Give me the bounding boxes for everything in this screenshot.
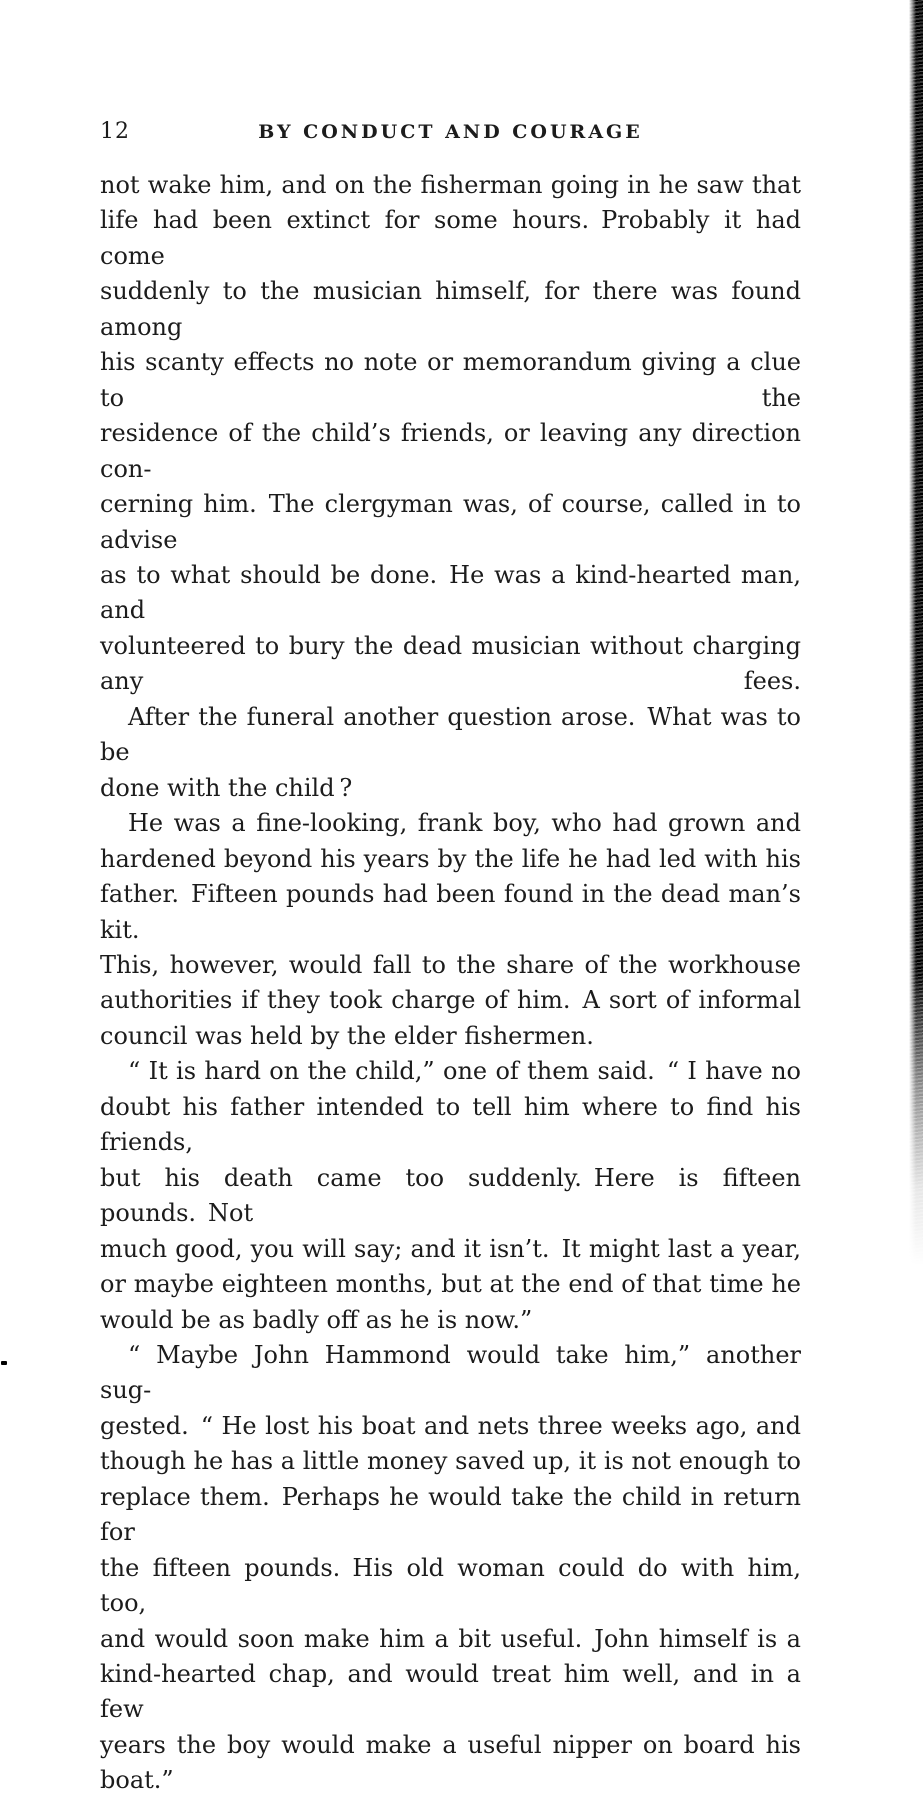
text-line: but his death came too suddenly. Here is fifteen pounds. Not <box>100 1163 801 1228</box>
body-lines <box>100 168 801 1799</box>
text-line: “ It is hard on the child,” one of them said. “ I have no <box>128 1057 801 1086</box>
text-line: his scanty effects no note or memorandum giving a clue to the <box>100 348 801 412</box>
text-line: residence of the child’s friends, or leaving any direction con- <box>100 419 801 483</box>
text-line: though he has a little money saved up, it is not enough to <box>100 1447 801 1476</box>
text-line: volunteered to bury the dead musician without charging any fees. <box>100 631 801 696</box>
text-line: authorities if they took charge of him. A sort of informal <box>100 986 801 1015</box>
text-line: council was held by the elder fishermen. <box>100 1021 594 1050</box>
text-line: gested. “ He lost his boat and nets three weeks ago, and <box>100 1411 801 1440</box>
page-header <box>100 116 801 148</box>
text-line: not wake him, and on the fisherman going in he saw that <box>100 171 801 199</box>
text-line: life had been extinct for some hours. Probably it had come <box>100 206 801 270</box>
text-line: He was a fine-looking, frank boy, who had grown and <box>128 809 801 838</box>
text-line: After the funeral another question arose. What was to be <box>100 702 801 767</box>
running-title: BY CONDUCT AND COURAGE <box>258 121 643 143</box>
text-line: would be as badly off as he is now.” <box>100 1305 533 1334</box>
page-number: 12 <box>100 119 130 144</box>
text-line: done with the child ? <box>100 773 353 802</box>
text-line: father. Fifteen pounds had been found in the dead man’s kit. <box>100 880 801 944</box>
text-line: hardened beyond his years by the life he had led with his <box>100 844 801 873</box>
text-line: much good, you will say; and it isn’t. It might last a year, <box>100 1234 801 1263</box>
text-line: as to what should be done. He was a kind-hearted man, and <box>100 560 801 625</box>
text-line: replace them. Perhaps he would take the child in return for <box>100 1482 801 1547</box>
text-line: cerning him. The clergyman was, of course, called in to advise <box>100 490 801 554</box>
text-line: This, however, would fall to the share of the workhouse <box>100 950 801 979</box>
page-edge-shadow <box>909 0 923 1278</box>
text-line: “ Maybe John Hammond would take him,” another sug- <box>100 1340 801 1405</box>
text-line: years the boy would make a useful nipper on board his boat.” <box>100 1730 801 1795</box>
text-line: the fifteen pounds. His old woman could do with him, too, <box>100 1553 801 1618</box>
text-line: doubt his father intended to tell him where to find his friends, <box>100 1092 801 1157</box>
text-line: or maybe eighteen months, but at the end of that time he <box>100 1270 801 1299</box>
text-line: and would soon make him a bit useful. John himself is a <box>100 1624 801 1653</box>
text-line: suddenly to the musician himself, for there was found among <box>100 277 801 341</box>
text-line: kind-hearted chap, and would treat him well, and in a few <box>100 1660 801 1724</box>
ink-speck <box>1 1361 7 1365</box>
